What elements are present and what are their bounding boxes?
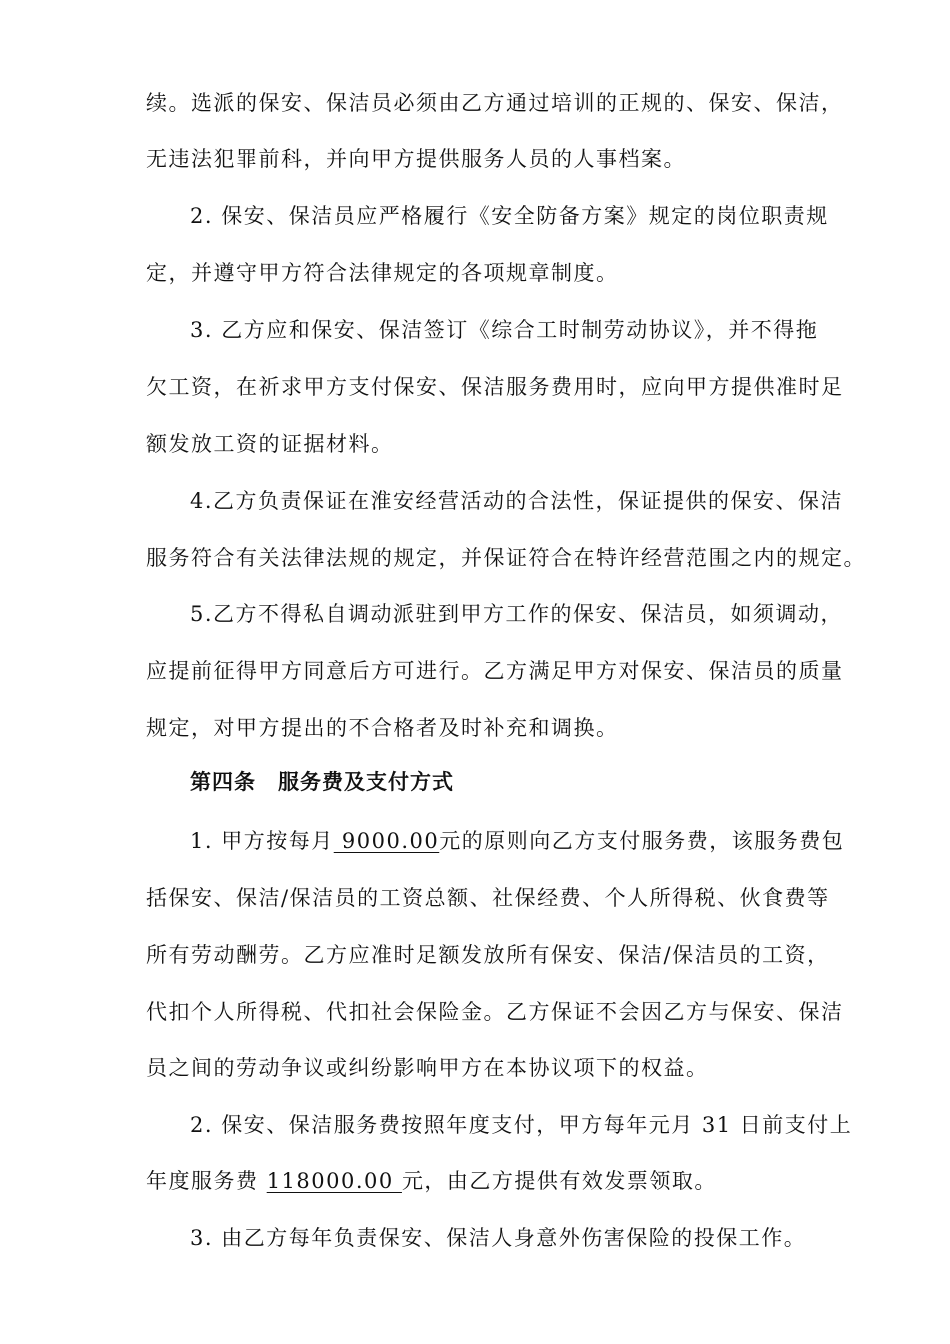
- body-line: 规定，对甲方提出的不合格者及时补充和调换。: [146, 716, 619, 740]
- body-line: 欠工资，在祈求甲方支付保安、保洁服务费用时，应向甲方提供准时足: [146, 375, 844, 399]
- section-heading: 第四条 服务费及支付方式: [190, 770, 454, 794]
- body-line: 续。选派的保安、保洁员必须由乙方通过培训的正规的、保安、保洁，: [146, 91, 844, 115]
- body-line: 员之间的劳动争议或纠纷影响甲方在本协议项下的权益。: [146, 1056, 709, 1080]
- body-line: 所有劳动酬劳。乙方应准时足额发放所有保安、保洁/保洁员的工资，: [146, 943, 830, 967]
- clause-line: 4.乙方负责保证在淮安经营活动的合法性，保证提供的保安、保洁: [190, 489, 844, 513]
- clause-text: 元的原则向乙方支付服务费，该服务费包: [439, 829, 845, 853]
- body-line: 应提前征得甲方同意后方可进行。乙方满足甲方对保安、保洁员的质量: [146, 659, 844, 683]
- clause-text: 元，由乙方提供有效发票领取。: [401, 1169, 717, 1193]
- body-line: 无违法犯罪前科，并向甲方提供服务人员的人事档案。: [146, 147, 686, 171]
- clause-line: [190, 826, 844, 856]
- clause-line: 3. 由乙方每年负责保安、保洁人身意外伤害保险的投保工作。: [190, 1226, 807, 1250]
- annual-fee-amount: 118000.00: [266, 1169, 402, 1193]
- body-line: 定，并遵守甲方符合法律规定的各项规章制度。: [146, 261, 619, 285]
- clause-line: 2. 保安、保洁服务费按照年度支付，甲方每年元月 31 日前支付上: [190, 1113, 853, 1137]
- clause-line: 3. 乙方应和保安、保洁签订《综合工时制劳动协议》，并不得拖: [190, 318, 819, 342]
- clause-line: 2. 保安、保洁员应严格履行《安全防备方案》规定的岗位职责规: [190, 204, 829, 228]
- body-line: 额发放工资的证据材料。: [146, 432, 394, 456]
- monthly-fee-amount: 9000.00: [333, 829, 440, 853]
- body-line: [146, 1166, 717, 1196]
- clause-text: 年度服务费: [146, 1169, 267, 1193]
- body-line: 服务符合有关法律法规的规定，并保证符合在特许经营范围之内的规定。: [146, 546, 866, 570]
- clause-text: 1. 甲方按每月: [190, 829, 334, 853]
- body-line: 括保安、保洁/保洁员的工资总额、社保经费、个人所得税、伙食费等: [146, 886, 830, 910]
- body-line: 代扣个人所得税、代扣社会保险金。乙方保证不会因乙方与保安、保洁: [146, 1000, 844, 1024]
- clause-line: 5.乙方不得私自调动派驻到甲方工作的保安、保洁员，如须调动，: [190, 602, 844, 626]
